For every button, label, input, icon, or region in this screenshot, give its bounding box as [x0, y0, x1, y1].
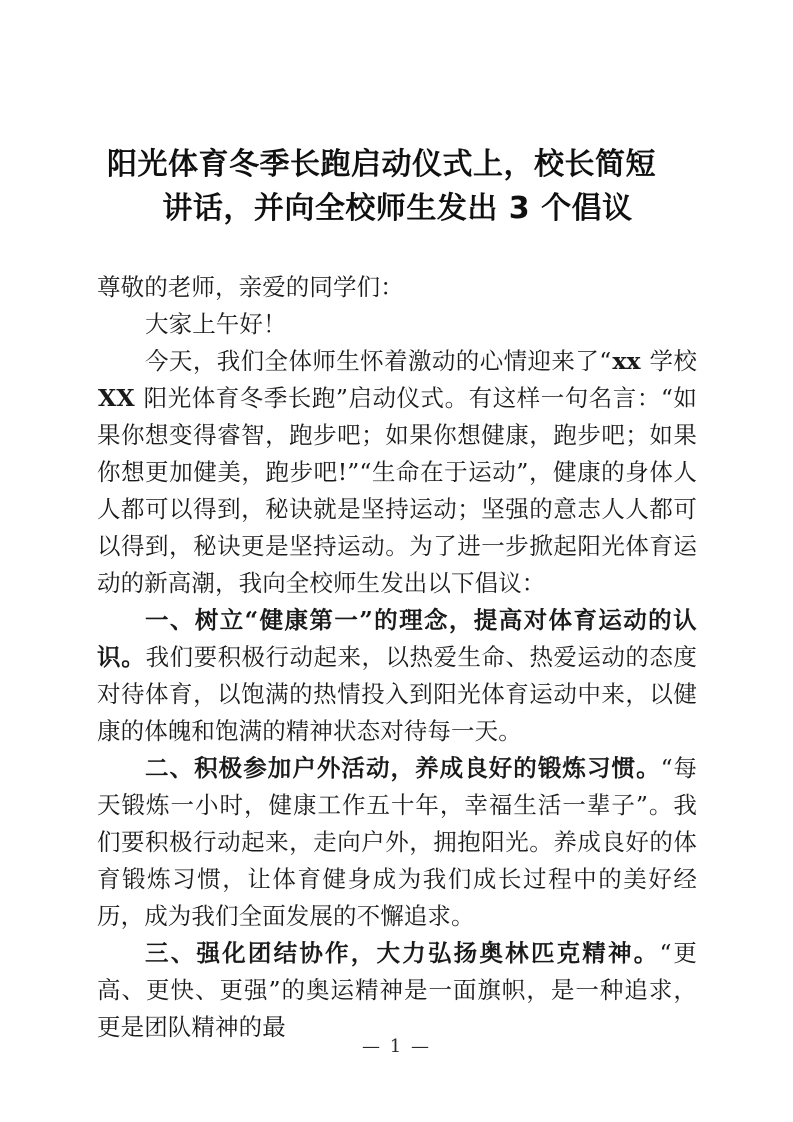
paragraph-item-three [97, 935, 697, 1046]
page-title [105, 143, 690, 231]
item-two-body: “每天锻炼一小时，健康工作五十年，幸福生活一辈子”。我们要积极行动起来，走向户外，拥抱阳光。养成良好的体育锻炼习惯，让体育健身成为我们成长过程中的美好经历，成为我们全面发展的不懈追求。 [97, 754, 697, 930]
intro-school-lowercase: xx [612, 347, 641, 375]
item-three-heading: 三、强化团结协作，大力弘扬奥林匹克精神。 [145, 939, 660, 967]
intro-school-uppercase: XX [98, 384, 135, 412]
item-two-heading: 二、积极参加户外活动，养成良好的锻炼习惯。 [145, 754, 661, 782]
intro-text-3: 阳光体育冬季长跑”启动仪式。有这样一句名言：“如果你想变得睿智，跑步吧；如果你想健康，跑步吧；如果你想更加健美，跑步吧!”“生命在于运动”，健康的身体人人都可以得到，秘诀就是坚持运动；坚强的意志人人都可以得到，秘诀更是坚持运动。为了进一步掀起阳光体育运动的新高潮，我向全校师生发出以下倡议： [97, 384, 697, 597]
title-line-1: 阳光体育冬季长跑启动仪式上，校长简短 [107, 147, 656, 182]
document-body [97, 269, 697, 1046]
item-one-heading: 一、树立“健康第一”的理念，提高对体育运动的认识。 [97, 606, 697, 671]
intro-text-2: 学校 [641, 347, 697, 375]
paragraph-salutation: 尊敬的老师，亲爱的同学们： [97, 273, 404, 301]
intro-text-1: 今天，我们全体师生怀着激动的心情迎来了“ [145, 347, 612, 375]
title-line-2: 讲话，并向全校师生发出 3 个倡议 [162, 191, 633, 226]
item-one-body: 我们要积极行动起来，以热爱生命、热爱运动的态度对待体育，以饱满的热情投入到阳光体育运动中来，以健康的体魄和饱满的精神状态对待每一天。 [97, 643, 697, 745]
footer-page-number: — 1 — [362, 1036, 431, 1057]
paragraph-item-two [97, 750, 697, 935]
paragraph-greeting: 大家上午好！ [145, 310, 287, 338]
item-three-body: “更高、更快、更强”的奥运精神是一面旗帜，是一种追求，更是团队精神的最 [97, 939, 698, 1041]
paragraph-intro [97, 343, 697, 602]
paragraph-item-one [97, 602, 697, 750]
